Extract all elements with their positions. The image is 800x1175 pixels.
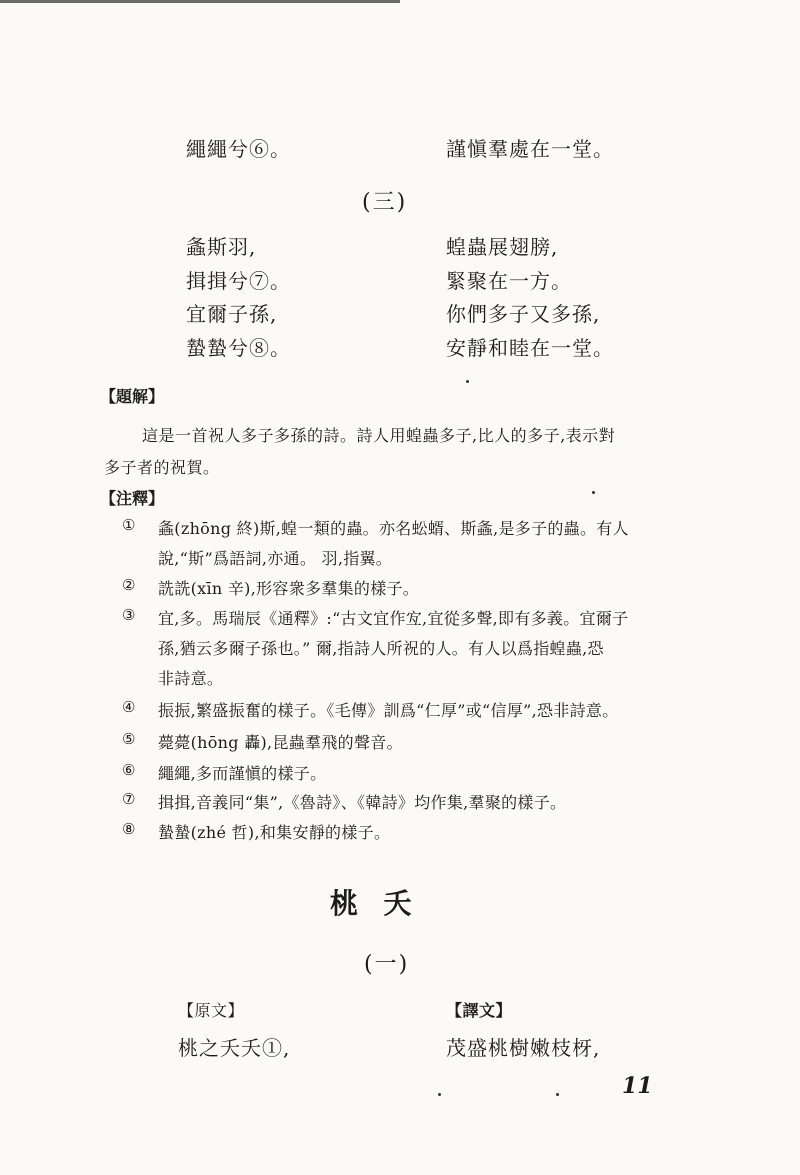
tijie-heading: 【題解】 (100, 387, 165, 406)
page-number: 11 (622, 1073, 653, 1099)
note-1-number: ① (122, 516, 136, 534)
note-3-line-1: 宜,多。馬瑞辰《通釋》:“古文宜作宐,宜從多聲,即有多義。宜爾子 (158, 609, 629, 628)
note-1-line-2: 說,“斯”爲語詞,亦通。 羽,指翼。 (158, 549, 393, 568)
note-3-line-3: 非詩意。 (158, 669, 224, 688)
translation-label: 【譯文】 (446, 1001, 513, 1020)
stanza3-original-line-4: 蟄蟄兮⑧。 (186, 336, 291, 360)
stanza3-translation-line-2: 緊聚在一方。 (446, 269, 572, 293)
stanza1-translation-line-1: 茂盛桃樹嫩枝枒, (446, 1036, 601, 1060)
stanza3-original-line-1: 螽斯羽, (186, 235, 257, 259)
note-2-number: ② (122, 576, 136, 594)
stanza1-number: (一) (364, 952, 410, 977)
scan-speck (592, 491, 595, 494)
stanza2-original-line: 繩繩兮⑥。 (186, 137, 291, 161)
stanza3-translation-line-4: 安靜和睦在一堂。 (446, 336, 614, 360)
note-8-number: ⑧ (122, 820, 136, 838)
stanza3-original-line-2: 揖揖兮⑦。 (186, 269, 291, 293)
stanza3-translation-line-1: 蝗蟲展翅膀, (446, 235, 559, 259)
stanza1-original-line-1: 桃之夭夭①, (178, 1036, 291, 1060)
stanza2-translation-line: 謹愼羣處在一堂。 (446, 137, 614, 161)
note-3-line-2: 孫,猶云多爾子孫也。” 爾,指詩人所祝的人。有人以爲指蝗蟲,恐 (158, 639, 604, 658)
stanza3-number: (三) (362, 190, 408, 215)
stanza3-original-line-3: 宜爾子孫, (186, 302, 278, 326)
note-2-line-1: 詵詵(xīn 辛),形容衆多羣集的樣子。 (158, 579, 420, 598)
scan-top-edge (0, 0, 400, 3)
note-5-line-1: 薨薨(hōng 轟),昆蟲羣飛的聲音。 (158, 733, 403, 752)
note-6-number: ⑥ (122, 761, 136, 779)
note-1-line-1: 螽(zhōng 終)斯,蝗一類的蟲。亦名蚣蝑、斯螽,是多子的蟲。有人 (158, 519, 629, 538)
scan-speck (438, 1093, 441, 1096)
note-4-number: ④ (122, 698, 136, 716)
note-6-line-1: 繩繩,多而謹愼的樣子。 (158, 764, 327, 783)
zhushi-heading: 【注釋】 (100, 489, 165, 508)
note-3-number: ③ (122, 606, 136, 624)
scan-speck (466, 380, 469, 383)
tijie-line-2: 多子者的祝賀。 (104, 458, 220, 477)
note-5-number: ⑤ (122, 730, 136, 748)
poem-title: 桃 夭 (330, 887, 414, 920)
note-7-line-1: 揖揖,音義同“集”,《魯詩》、《韓詩》均作集,羣聚的樣子。 (158, 793, 567, 812)
note-4-line-1: 振振,繁盛振奮的樣子。《毛傳》訓爲“仁厚”或“信厚”,恐非詩意。 (158, 701, 619, 720)
scan-speck (556, 1093, 559, 1096)
tijie-line-1: 這是一首祝人多子多孫的詩。詩人用蝗蟲多子,比人的多子,表示對 (142, 426, 616, 445)
note-7-number: ⑦ (122, 790, 136, 808)
original-text-label: 【原文】 (178, 1001, 245, 1020)
stanza3-translation-line-3: 你們多子又多孫, (446, 302, 601, 326)
note-8-line-1: 蟄蟄(zhé 哲),和集安靜的樣子。 (158, 823, 391, 842)
